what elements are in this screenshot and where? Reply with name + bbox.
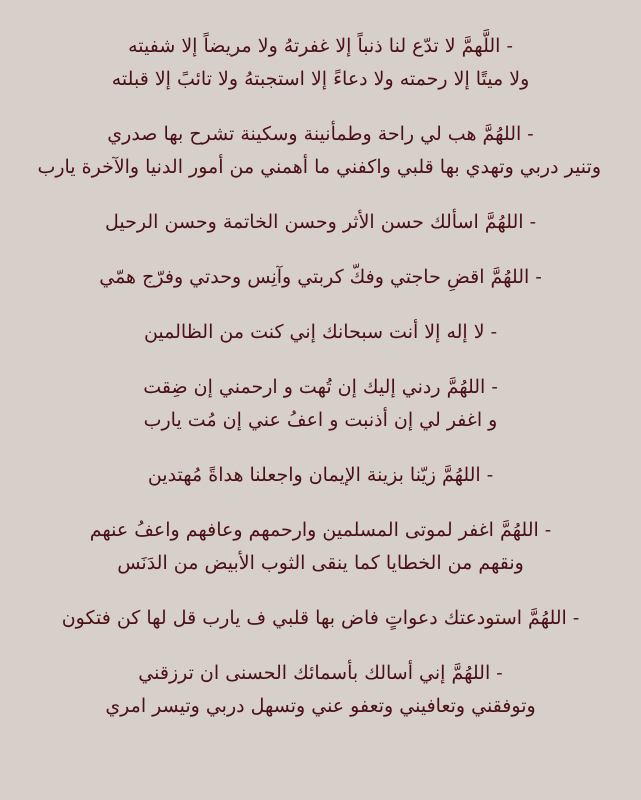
prayer-item (40, 30, 601, 96)
prayer-line: و اغفر لي إن أذنبت و اعفُ عني إن مُت يارب (143, 409, 498, 431)
prayer-line: - اللهُمَّ اسألك حسن الأثر وحسن الخاتمة وحسن الرحيل (105, 211, 536, 233)
prayer-line: - اللهُمَّ زيّنا بزينة الإيمان واجعلنا هداةً مُهتدين (147, 464, 494, 486)
prayer-line: - اللهُمَّ استودعتك دعواتٍ فاض بها قلبي ف يارب قل لها كن فتكون (61, 607, 580, 629)
prayer-item (40, 316, 601, 349)
prayer-line: - لا إله إلا أنت سبحانك إني كنت من الظالمين (143, 321, 498, 343)
prayer-line: ونقهم من الخطايا كما ينقى الثوب الأبيض من الدَنَس (117, 552, 524, 574)
prayer-item (40, 514, 601, 580)
prayer-line: - اللهُمَّ اغفر لموتى المسلمين وارحمهم وعافهم واعفُ عنهم (89, 519, 552, 541)
prayer-item (40, 371, 601, 437)
prayer-line: - اللهُمَّ ردني إليك إن تُهت و ارحمني إن ضِقت (143, 376, 498, 398)
prayer-line: - اللهُمَّ إني أسالك بأسمائك الحسنى ان ترزقني (138, 662, 503, 684)
prayer-line: ولا ميتًا إلا رحمته ولا دعاءً إلا استجبتهُ ولا تائبً إلا قبلته (111, 68, 530, 90)
prayer-line: - اللهُمَّ هب لي راحة وطمأنينة وسكينة تشرح بها صدري (107, 123, 534, 145)
prayer-item (37, 118, 601, 184)
prayer-line: - اللهُمَّ اقضِ حاجتي وفكّ كربتي وآنِس وحدتي وفرّج همّي (99, 266, 542, 288)
prayer-list (37, 30, 601, 723)
prayer-line: - اللَّهمَّ لا تدّع لنا ذنباً إلا غفرتهُ ولا مريضاً إلا شفيته (128, 35, 513, 57)
prayer-item (40, 261, 601, 294)
prayer-item (40, 206, 601, 239)
prayer-item (40, 657, 601, 723)
prayer-line: وتنير دربي وتهدي بها قلبي واكفني ما أهمني من أمور الدنيا والآخرة يارب (37, 156, 601, 178)
prayer-item (40, 602, 601, 635)
prayer-item (40, 459, 601, 492)
prayer-line: وتوفقني وتعافيني وتعفو عني وتسهل دربي وتيسر امري (105, 695, 536, 717)
